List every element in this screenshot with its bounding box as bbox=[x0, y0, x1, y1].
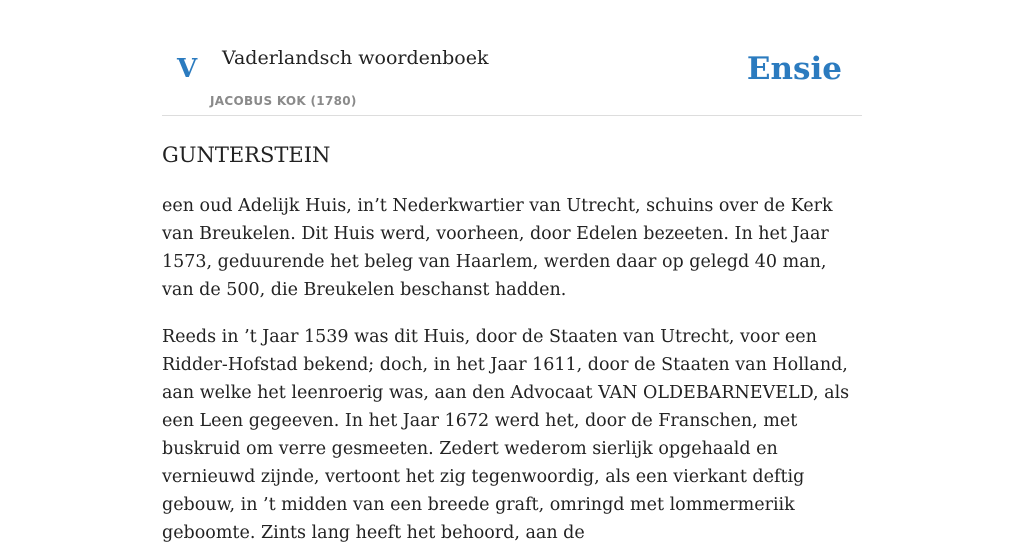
book-title[interactable]: Vaderlandsch woordenboek bbox=[222, 47, 489, 69]
entry-paragraph: een oud Adelijk Huis, in’t Nederkwartier van Utrecht, schuins over de Kerk van Breukelen. Dit Huis werd, voorheen, door Edelen bezeeten. In het Jaar 1573, geduurende het beleg van Haarlem, werden daar op gelegd 40 man, van de 500, die Breukelen beschanst hadden. bbox=[162, 196, 833, 300]
page bbox=[162, 0, 862, 543]
entry-paragraph: Reeds in ’t Jaar 1539 was dit Huis, door de Staaten van Utrecht, voor een Ridder-Hofstad bekend; doch, in het Jaar 1611, door de Staaten van Holland, aan welke het leenroerig was, aan den Advocaat VAN OLDEBARNEVELD, als een Leen gegeeven. In het Jaar 1672 werd het, door de Franschen, met buskruid om verre gesmeeten. Zedert wederom sierlijk opgehaald en vernieuwd zijnde, vertoont het zig tegenwoordig, als een vierkant deftig gebouw, in ’t midden van een breede graft, omringd met lommermeriik geboomte. Zints lang heeft het behoord, aan de bbox=[162, 327, 850, 543]
book-author: JACOBUS KOK (1780) bbox=[210, 94, 357, 108]
entry-title: GUNTERSTEIN bbox=[162, 143, 331, 167]
book-letter-icon[interactable]: V bbox=[177, 54, 198, 84]
site-logo[interactable]: Ensie bbox=[746, 51, 842, 87]
entry-body bbox=[162, 192, 862, 547]
book-header bbox=[162, 0, 862, 116]
